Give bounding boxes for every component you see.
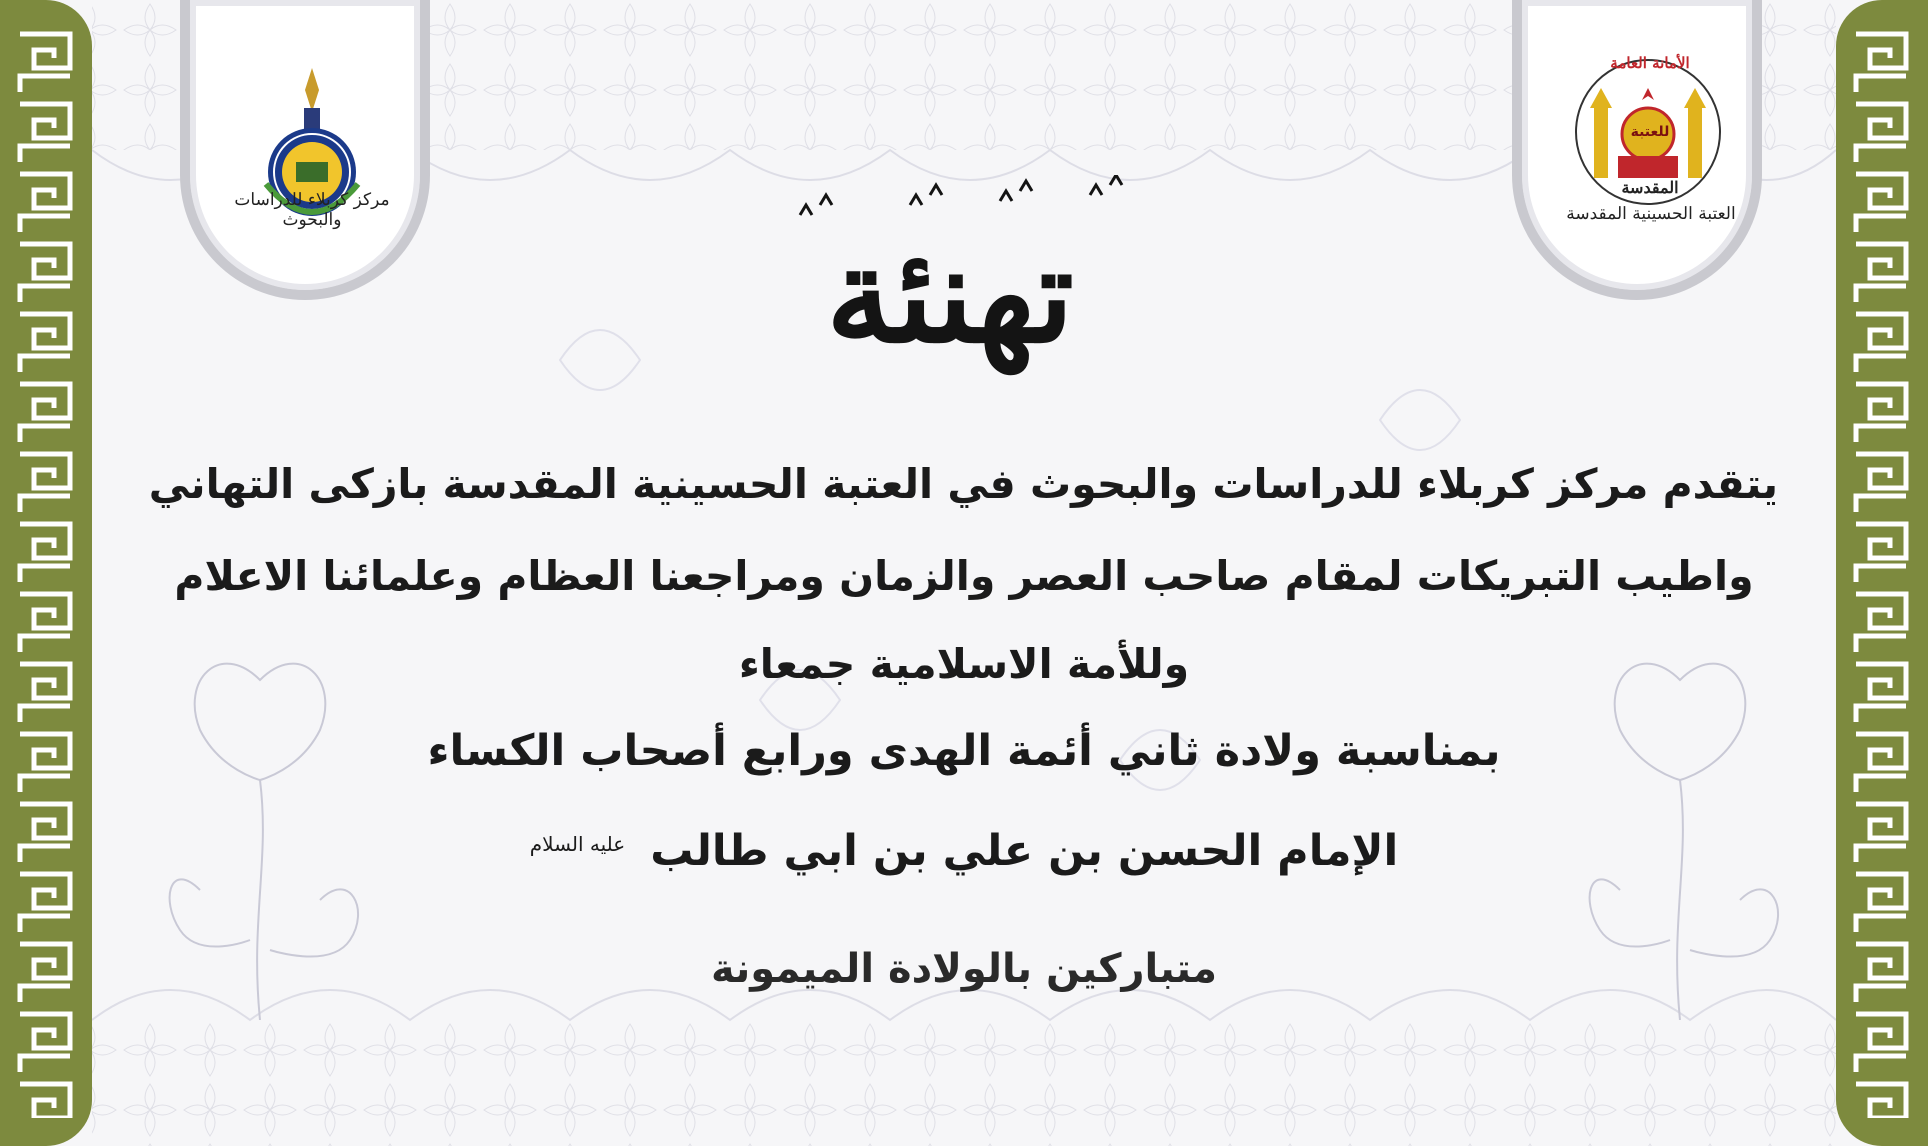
imam-name: الإمام الحسن بن علي بن ابي طالب bbox=[650, 826, 1399, 876]
body-line-1: يتقدم مركز كربلاء للدراسات والبحوث في العتبة الحسينية المقدسة بازكى التهاني bbox=[148, 460, 1778, 508]
imam-name-line bbox=[150, 826, 1778, 876]
right-logo-center-text: للعتبة bbox=[1630, 124, 1670, 140]
key-pattern-icon bbox=[1850, 28, 1912, 1118]
left-logo-caption: مركز كربلاء للدراسات والبحوث bbox=[234, 190, 390, 230]
body-line-3: وللأمة الاسلامية جمعاء bbox=[738, 640, 1190, 688]
page-title: تهنئة bbox=[826, 217, 1075, 373]
right-logo-top-text: الأمانة العامة bbox=[1610, 54, 1690, 72]
closing-line: متباركين بالولادة الميمونة bbox=[710, 946, 1217, 992]
right-logo-bottom-text: المقدسة bbox=[1621, 178, 1679, 197]
honorific: عليه السلام bbox=[529, 832, 626, 856]
occasion-line: بمناسبة ولادة ثاني أئمة الهدى ورابع أصحاب الكساء bbox=[427, 726, 1501, 776]
right-logo-caption: العتبة الحسينية المقدسة bbox=[1566, 204, 1736, 224]
left-ornamental-border bbox=[0, 0, 92, 1146]
body-line-2: واطيب التبريكات لمقام صاحب العصر والزمان ومراجعنا العظام وعلمائنا الاعلام bbox=[174, 552, 1754, 600]
right-ornamental-border bbox=[1836, 0, 1928, 1146]
key-pattern-icon bbox=[14, 28, 76, 1118]
